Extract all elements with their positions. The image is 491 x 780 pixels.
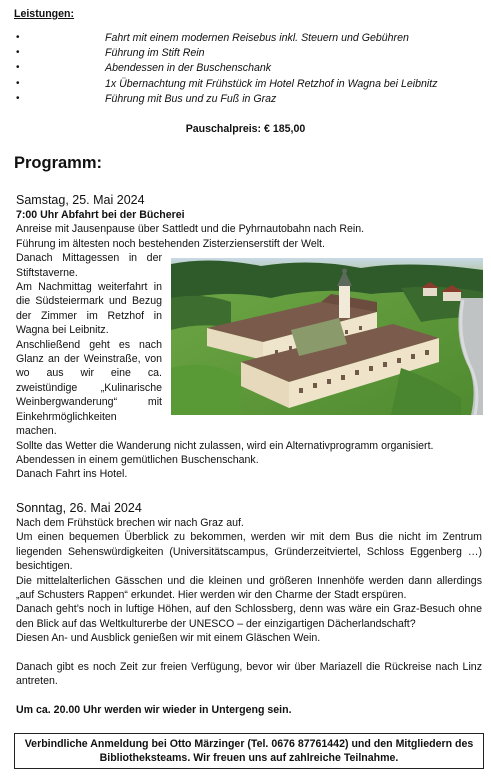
notice-line: Bibliotheksteams. Wir freuen uns auf zahlreiche Teilnahme. xyxy=(99,752,399,765)
list-item: • Fahrt mit einem modernen Reisebus inkl. Steuern und Gebühren xyxy=(16,32,409,44)
list-item: • Führung mit Bus und zu Fuß in Graz xyxy=(16,92,277,105)
leistungen-list xyxy=(14,31,484,107)
day1-text: Anreise mit Jausenpause über Sattledt und die Pyhrnautobahn nach Rein. xyxy=(16,223,365,236)
price-line: Pauschalpreis: € 185,00 xyxy=(185,123,306,135)
leistungen-heading: Leistungen: xyxy=(14,8,75,20)
day2-text: Danach geht’s noch in luftige Höhen, auf den Schlossberg, denn was wäre ein Graz-Besuch ohne xyxy=(16,603,482,616)
bullet-icon: • xyxy=(16,32,20,43)
registration-notice-box xyxy=(14,733,484,769)
day1-text: Danach Fahrt ins Hotel. xyxy=(16,468,128,481)
day2-text: Danach gibt es noch Zeit zur freien Verfügung, bevor wir über Mariazell die Rückreise nach Linz xyxy=(16,661,482,674)
day1-column-text: Danach Mittagessen in der Stiftstaverne. Am Nachmittag weiterfahrt in die Südsteiermark und Bezug der Zimmer im Retzhof in Wagna bei Leibnitz. Anschließend geht es nach Glanz an der Weinstraße, von wo aus wir eine ca. zweistündige „Kulinarische Weinbergwanderung“ mit Einkehrmöglichkeiten machen. xyxy=(16,252,162,438)
day2-text: den Blick auf das Weltkulturerbe der UNESCO – der einzigartigen Dächerlandschaft? xyxy=(16,617,416,630)
day2-text: Um einen bequemen Überblick zu bekommen, werden wir mit dem Bus die nicht im Zentrum xyxy=(16,531,482,544)
programm-heading: Programm: xyxy=(14,154,103,172)
day2-text: besichtigen. xyxy=(16,560,73,573)
day2-text: Nach dem Frühstück brechen wir nach Graz auf. xyxy=(16,517,244,529)
bullet-icon: • xyxy=(16,77,20,89)
day2-text: antreten. xyxy=(16,675,58,688)
notice-line: Verbindliche Anmeldung bei Otto Märzinger (Tel. 0676 87761442) und den Mitgliedern des xyxy=(24,738,474,750)
return-time: Um ca. 20.00 Uhr werden wir wieder in Untergeng sein. xyxy=(16,704,292,717)
day2-text: liegenden Sehenswürdigkeiten (Universitätscampus, Gründerzeitviertel, Schloss Eggenberg …) xyxy=(16,545,482,558)
day1-text: Sollte das Wetter die Wanderung nicht zulassen, wird ein Alternativprogramm organisiert. xyxy=(16,439,434,452)
monastery-illustration xyxy=(171,258,483,415)
day1-subtitle: 7:00 Uhr Abfahrt bei der Bücherei xyxy=(16,209,185,221)
day1-text: Führung im ältesten noch bestehenden Zisterzienserstift der Welt. xyxy=(16,237,325,250)
list-item: • Führung im Stift Rein xyxy=(16,47,205,60)
list-item: • 1x Übernachtung mit Frühstück im Hotel Retzhof in Wagna bei Leibnitz xyxy=(16,77,438,90)
bullet-icon: • xyxy=(16,47,20,59)
day2-section xyxy=(16,500,482,718)
day2-text: Diesen An- und Ausblick genießen wir mit einem Gläschen Wein. xyxy=(16,632,321,645)
list-item: • Abendessen in der Buschenschank xyxy=(16,62,272,75)
bullet-icon: • xyxy=(16,62,20,74)
bullet-icon: • xyxy=(16,92,20,104)
day2-text: „auf Schusters Rappen“ erkundet. Hier werden wir den Charme der Stadt erspüren. xyxy=(16,589,407,602)
day2-text: Die mittelalterlichen Gässchen und die kleinen und größeren Innenhöfe werden dann allerdings xyxy=(16,574,482,587)
stift-rein-aerial-photo xyxy=(171,258,483,415)
day1-text: Abendessen in einem gemütlichen Buschenschank. xyxy=(16,453,259,466)
day2-title: Sonntag, 26. Mai 2024 xyxy=(16,501,142,515)
day1-title: Samstag, 25. Mai 2024 xyxy=(16,193,145,207)
